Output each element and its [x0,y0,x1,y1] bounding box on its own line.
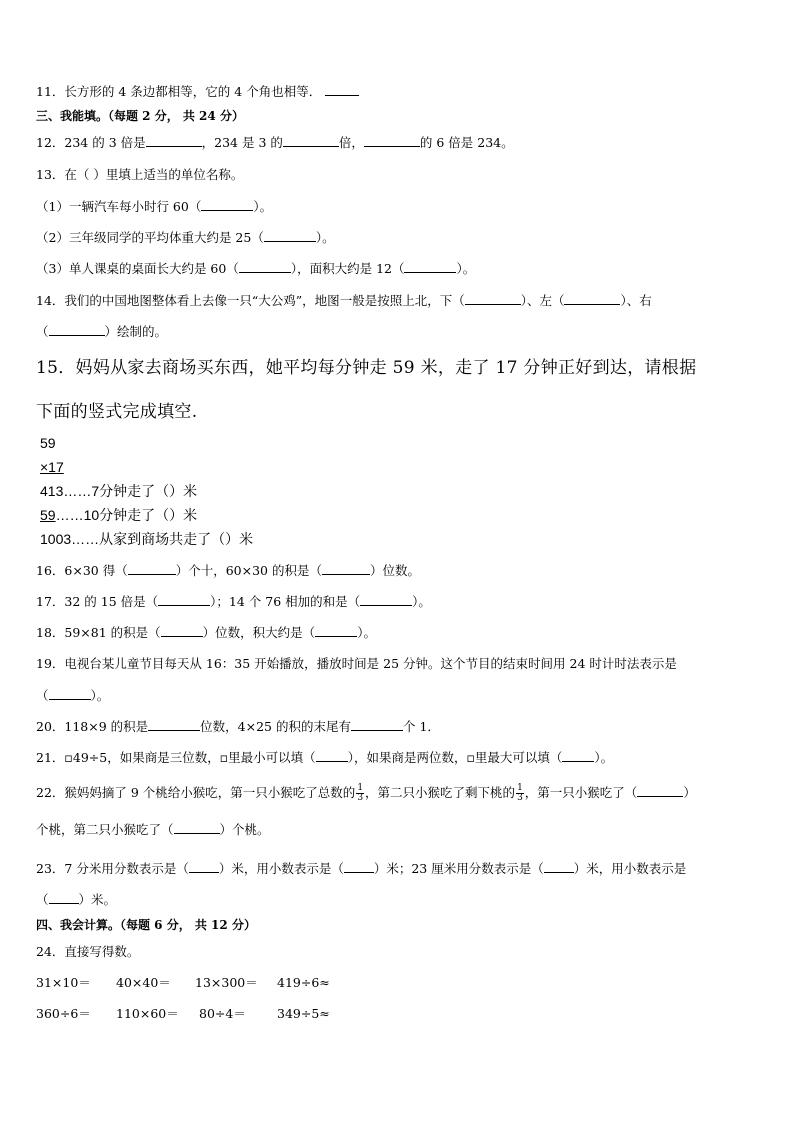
answer-blank[interactable] [189,861,219,873]
question-13-part: ）。 [456,261,476,276]
question-14-line-2 [36,324,167,340]
vertical-calc-partial: 59 [40,507,56,523]
answer-blank[interactable] [49,688,91,700]
fraction-one-third [356,784,364,803]
calc-item: 31×10＝ [36,975,91,990]
question-12-part: ，234 是 3 的 [201,135,283,150]
question-22-line-2 [36,822,270,838]
question-23-part: （ [36,892,49,907]
question-24-intro: 24．直接写得数。 [36,944,140,959]
answer-blank[interactable] [161,625,203,637]
answer-blank[interactable] [49,324,105,336]
calc-item: 40×40＝ [116,975,171,990]
question-15-line-2: 下面的竖式完成填空. [36,402,198,422]
question-13-part: ）。 [315,230,335,245]
question-13-part: （1）一辆汽车每小时行 60（ [36,199,202,214]
fraction-numerator: 1 [357,783,364,793]
answer-blank[interactable] [283,135,339,147]
fraction-one-third [516,784,524,803]
question-20-part: 位数，4×25 的积的末尾有 [200,719,351,734]
question-14-part: 14．我们的中国地图整体看上去像一只“大公鸡”，地图一般是按照上北，下（ [36,293,465,308]
vertical-calc-row-5: 1003……从家到商场共走了（）米 [40,531,254,547]
question-13-sub-1 [36,199,272,215]
question-14-part: ）、右 [620,293,652,308]
question-14-part: （ [36,324,49,339]
question-13-intro: 13．在（ ）里填上适当的单位名称。 [36,167,244,182]
answer-blank[interactable] [465,293,521,305]
answer-blank[interactable] [562,750,594,762]
vertical-calc-row-4 [40,506,197,524]
fraction-denominator: 3 [517,793,523,803]
question-18 [36,625,376,641]
question-21-part: ）。 [594,750,614,765]
question-12-part: 的 6 倍是 234。 [419,135,514,150]
answer-blank[interactable] [322,563,370,575]
section-4-heading: 四、我会计算。（每题 6 分， 共 12 分） [36,918,256,932]
answer-blank[interactable] [174,822,220,834]
question-20-part: 20．118×9 的积是 [36,719,149,734]
question-22-part: ，第一只小猴吃了（ [524,785,638,800]
fraction-numerator: 1 [517,783,523,793]
answer-blank[interactable] [316,750,348,762]
answer-blank[interactable] [158,594,210,606]
answer-blank[interactable] [544,861,574,873]
question-18-part: ）。 [357,625,376,640]
answer-blank[interactable] [325,84,359,96]
question-13-part: （3）单人课桌的桌面长大约是 60（ [36,261,239,276]
answer-blank[interactable] [364,135,420,147]
question-23-part: ）米；23 厘米用分数表示是（ [373,861,544,876]
question-22-part: 22．猴妈妈摘了 9 个桃给小猴吃，第一只小猴吃了总数的 [36,785,356,800]
question-16 [36,563,420,579]
vertical-calc-row-3: 413……7分钟走了（）米 [40,483,198,499]
question-13-part: ），面积大约是 12（ [290,261,405,276]
answer-blank[interactable] [239,261,291,273]
question-20-part: 个 1． [402,719,440,734]
answer-blank[interactable] [264,230,316,242]
question-14-part: ）绘制的。 [104,324,168,339]
question-20 [36,719,440,735]
question-11-text: 11．长方形的 4 条边都相等，它的 4 个角也相等． [36,84,322,99]
question-15-line-1: 15．妈妈从家去商场买东西，她平均每分钟走 59 米，走了 17 分钟正好到达，请根据 [36,358,697,378]
answer-blank[interactable] [564,293,620,305]
question-21-part: 21．▫49÷5，如果商是三位数，▫里最小可以填（ [36,750,316,765]
answer-blank[interactable] [351,719,403,731]
answer-blank[interactable] [344,861,374,873]
question-22-line-1 [36,784,696,803]
calc-item: 349÷5≈ [277,1006,330,1021]
question-13-sub-2 [36,230,335,246]
vertical-calc-row-1: 59 [40,435,56,451]
question-19-line-1: 19．电视台某儿童节目每天从 16：35 开始播放，播放时间是 25 分钟。这个节目的结束时间用 24 时计时法表示是 [36,656,677,671]
question-16-part: ）位数。 [369,563,420,578]
question-17-part: ）；14 个 76 相加的和是（ [210,594,361,609]
calc-item: 360÷6＝ [36,1006,91,1021]
question-12-part: 12．234 的 3 倍是 [36,135,146,150]
question-14-part: ）、左（ [520,293,565,308]
calc-item: 419÷6≈ [277,975,330,990]
question-17-part: ）。 [412,594,431,609]
section-3-heading: 三、我能填。（每题 2 分， 共 24 分） [36,109,244,123]
question-16-part: ）个十，60×30 的积是（ [175,563,322,578]
answer-blank[interactable] [315,625,357,637]
question-19-part: ）。 [90,688,110,703]
question-22-part: 个桃，第二只小猴吃了（ [36,822,174,837]
question-22-part: ） [683,785,696,800]
question-13-sub-3 [36,261,475,277]
question-12-part: 倍， [338,135,364,150]
question-11 [36,84,359,100]
question-17-part: 17．32 的 15 倍是（ [36,594,159,609]
answer-blank[interactable] [637,785,683,797]
question-21-part: ），如果商是两位数，▫里最大可以填（ [347,750,563,765]
question-12 [36,135,514,151]
question-14-line-1 [36,293,652,309]
answer-blank[interactable] [201,199,253,211]
question-23-line-2 [36,892,116,908]
answer-blank[interactable] [360,594,412,606]
question-13-part: ）。 [253,199,273,214]
vertical-calc-note: ……10分钟走了（）米 [55,507,198,523]
question-16-part: 16．6×30 得（ [36,563,128,578]
calc-item: 110×60＝ [116,1006,179,1021]
answer-blank[interactable] [404,261,456,273]
vertical-calc-row-2: ×17 [40,459,64,475]
question-22-part: ）个桃。 [219,822,270,837]
fraction-denominator: 3 [357,793,364,803]
question-17 [36,594,431,610]
answer-blank[interactable] [148,719,200,731]
question-21 [36,750,613,766]
question-23-part: ）米，用小数表示是 [573,861,687,876]
question-19-part: （ [36,688,49,703]
question-13-part: （2）三年级同学的平均体重大约是 25（ [36,230,264,245]
calc-item: 13×300＝ [195,975,258,990]
calc-item: 80÷4＝ [199,1006,246,1021]
question-18-part: 18．59×81 的积是（ [36,625,161,640]
answer-blank[interactable] [49,892,79,904]
question-23-part: ）米，用小数表示是（ [218,861,344,876]
question-23-line-1 [36,861,686,877]
answer-blank[interactable] [128,563,176,575]
question-22-part: ，第二只小猴吃了剩下桃的 [365,785,516,800]
question-23-part: ）米。 [78,892,117,907]
question-23-part: 23．7 分米用分数表示是（ [36,861,189,876]
question-18-part: ）位数，积大约是（ [202,625,316,640]
question-19-line-2 [36,688,109,704]
answer-blank[interactable] [146,135,202,147]
